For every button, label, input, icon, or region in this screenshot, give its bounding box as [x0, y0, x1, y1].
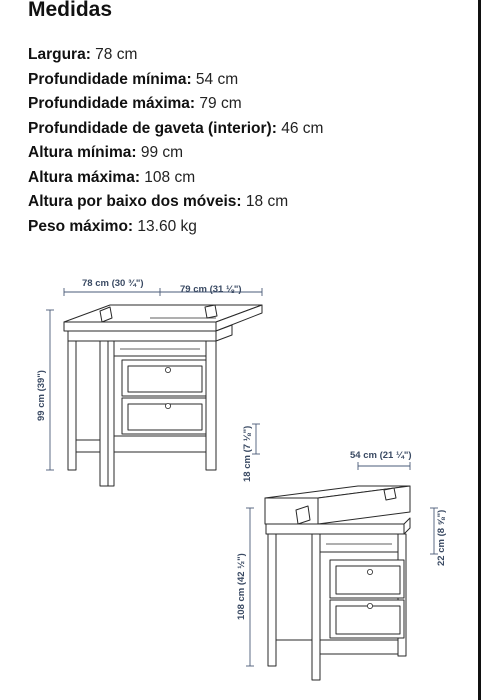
spec-label: Profundidade máxima:	[28, 95, 196, 112]
side-panel	[76, 341, 100, 440]
furniture-folded-view	[265, 486, 410, 680]
spec-label: Largura:	[28, 46, 91, 63]
spec-value: 79 cm	[195, 95, 242, 112]
spec-value: 18 cm	[241, 193, 289, 210]
dim-label-top-rail: 22 cm (8 ⅝")	[436, 509, 447, 566]
front-right-leg	[206, 341, 216, 470]
middle-leg	[312, 534, 320, 680]
spec-value: 99 cm	[136, 144, 184, 161]
spec-label: Altura por baixo dos móveis:	[28, 193, 242, 210]
spec-value: 108 cm	[139, 168, 196, 186]
front-left-leg	[68, 341, 76, 470]
dim-label-under: 18 cm (7 ⅛")	[242, 425, 253, 482]
furniture-extended-view	[64, 305, 262, 486]
open-shelf	[320, 534, 398, 552]
spec-label: Profundidade mínima:	[28, 70, 192, 88]
middle-leg	[100, 341, 108, 486]
carcass-top-side	[404, 518, 410, 534]
bottom-apron	[114, 436, 206, 452]
drawer-knob	[165, 367, 170, 372]
dim-label-depth-min: 54 cm (21 ¼")	[350, 450, 412, 461]
drawer-top	[128, 366, 202, 392]
spec-value: 54 cm	[191, 70, 239, 88]
drawer-knob	[367, 569, 372, 574]
drawer-knob	[367, 603, 372, 608]
dim-label-height-max: 108 cm (42 ½")	[236, 553, 247, 620]
side-apron	[76, 440, 100, 452]
spec-value: 78 cm	[90, 46, 138, 63]
dim-label-width: 78 cm (30 ¾")	[82, 278, 144, 289]
dim-label-height-min: 99 cm (39")	[36, 370, 47, 421]
spec-value: 13.60 kg	[133, 217, 197, 235]
spec-label: Altura máxima:	[28, 168, 140, 186]
dim-label-depth-max: 79 cm (31 ⅛")	[180, 284, 242, 295]
hinge-right	[205, 305, 217, 318]
drawer-knob	[165, 403, 170, 408]
carcass-top-rail	[266, 524, 404, 534]
section-title: Medidas	[28, 0, 113, 21]
spec-label: Profundidade de gaveta (interior):	[28, 119, 277, 137]
side-panel	[276, 534, 312, 640]
spec-label: Altura mínima:	[28, 144, 137, 161]
spec-label: Peso máximo:	[28, 217, 134, 235]
carcass-top-rail	[68, 331, 216, 341]
front-left-leg	[268, 534, 276, 666]
leg-shadow	[108, 341, 114, 486]
drawer-bottom	[336, 606, 400, 634]
spec-value: 46 cm	[276, 119, 324, 137]
open-shelf	[114, 341, 206, 356]
drawer-bottom	[128, 404, 202, 430]
changing-top-front	[64, 322, 216, 331]
hinge-right	[384, 488, 396, 500]
bottom-apron	[320, 640, 398, 654]
